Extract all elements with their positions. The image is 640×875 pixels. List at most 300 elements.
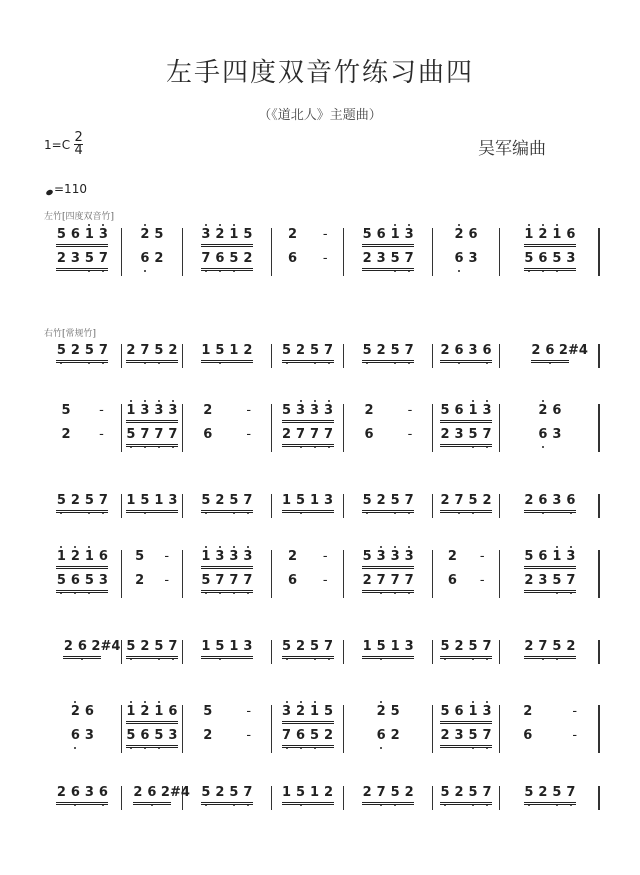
note: 5 [552,573,562,588]
note: 3 [310,403,320,418]
note: 3 [282,704,292,719]
measure [183,640,272,664]
note: 2 [61,427,71,442]
system-end-barline [598,705,600,753]
note: 7 [454,493,464,508]
note: 1 [154,493,164,508]
measure [183,344,272,368]
note: 6 [454,251,464,266]
note: 5 [524,785,534,800]
measure [500,344,600,368]
note: 2 [133,785,143,800]
note: 3 [140,403,150,418]
note: 2 [215,227,225,242]
note: 5 [310,728,320,743]
note: 6 [70,728,80,743]
beam-group [140,252,164,268]
note: 3 [552,493,562,508]
note: 3 [98,573,108,588]
note: 2 [362,785,372,800]
note: 6 [288,573,298,588]
note: 2 [288,227,298,242]
note: 5 [154,728,164,743]
beam-group [126,640,178,657]
measure [433,404,500,428]
measure [122,252,183,276]
note: 2 [454,227,464,242]
left-part-label: 左竹[四度双音竹] [44,212,115,222]
note: 6 [447,573,457,588]
extension-dash: - [322,227,328,242]
note: 3 [70,251,80,266]
measure [272,786,344,810]
beam-group [282,404,334,421]
note: 6 [98,785,108,800]
note: 7 [168,639,178,654]
measure [433,705,500,729]
note: 5 [84,573,94,588]
note: 2 [56,251,66,266]
score-system [44,228,600,276]
beam-group [201,574,253,591]
note: 5 [440,704,450,719]
note: 6 [482,343,492,358]
beam-group [524,574,576,591]
note: 3 [404,639,414,654]
measure [433,729,500,753]
measure [272,494,344,518]
note: 1 [390,227,400,242]
note: 3 [84,728,94,743]
measure [122,550,183,574]
note: 3 [243,549,253,564]
beam-group [63,639,121,657]
beam-group [362,640,414,657]
note: 6 [70,785,80,800]
note: 6 [552,403,562,418]
note: 6 [288,251,298,266]
note: 3 [154,403,164,418]
note: 3 [376,549,386,564]
measure [344,228,433,252]
measure [122,785,190,810]
note: 1 [362,639,372,654]
score-row-upper [44,494,600,518]
note: 5 [390,251,400,266]
note: 5 [362,227,372,242]
beam-group [454,252,478,268]
note: 3 [98,227,108,242]
note: 2 [296,704,306,719]
score-row-upper [44,228,600,252]
measure [433,550,500,574]
measure [44,494,122,518]
beam-group [126,404,178,421]
note: 7 [566,785,576,800]
beam-group [524,228,576,245]
note: 5 [390,343,400,358]
extension-dash: - [479,573,485,588]
note: 1 [310,704,320,719]
note: 1 [154,704,164,719]
measure [500,705,600,729]
note: 3 [404,227,414,242]
note: 7 [98,493,108,508]
note: 2 [440,343,450,358]
beam-group [362,550,414,567]
beam-group [454,228,478,244]
measure [122,640,183,664]
note: 2#4 [91,639,121,654]
note: 1 [552,549,562,564]
measure [183,404,272,428]
note: 1 [390,639,400,654]
system-end-barline [598,494,600,518]
note: 3 [390,549,400,564]
beam-group [440,786,492,803]
measure [122,494,183,518]
note: 2 [126,343,136,358]
note: 6 [364,427,374,442]
note: 1 [552,227,562,242]
system-end-barline [598,786,600,810]
note: 5 [84,493,94,508]
note: 2 [215,785,225,800]
tempo-marking [46,182,87,196]
note: 7 [243,785,253,800]
note: 5 [140,493,150,508]
note: 5 [552,251,562,266]
note: 2 [154,251,164,266]
note: 5 [524,549,534,564]
note: 2 [531,343,541,358]
measure [500,640,600,664]
note: 7 [229,573,239,588]
extension-dash: - [572,728,578,743]
score-row-upper [44,550,600,574]
note: 1 [201,549,211,564]
extension-dash: - [246,704,252,719]
note: 1 [84,227,94,242]
note: 2 [362,573,372,588]
note: 1 [126,493,136,508]
note: 7 [140,343,150,358]
note: 6 [538,427,548,442]
note: 1 [468,704,478,719]
note: 7 [404,493,414,508]
measure [44,344,122,368]
note: 7 [215,573,225,588]
note: 2 [440,728,450,743]
note: 3 [566,251,576,266]
note: 2 [523,704,533,719]
note: 2 [168,343,178,358]
measure [500,228,600,252]
measure [500,786,600,810]
score-system [44,344,600,368]
score-system [44,404,600,452]
note: 5 [440,403,450,418]
note: 7 [482,427,492,442]
note: 5 [84,251,94,266]
note: 5 [552,785,562,800]
measure [344,404,433,428]
measure [433,574,500,598]
measure [44,640,122,664]
beam-group [56,252,108,269]
note: 2 [538,227,548,242]
note: 7 [154,427,164,442]
note: 6 [454,343,464,358]
note: 1 [310,493,320,508]
beam-group [362,228,414,245]
note: 2 [288,549,298,564]
note: 3 [376,251,386,266]
measure [500,252,600,276]
note: 5 [154,343,164,358]
note: 7 [324,343,334,358]
note: 6 [545,343,555,358]
note: 6 [538,549,548,564]
note: 2 [454,785,464,800]
system-end-barline [598,640,600,664]
beam-group [133,785,190,803]
note: 5 [468,639,478,654]
score-system [44,640,600,664]
note: 5 [468,785,478,800]
note: 5 [310,343,320,358]
note: 5 [362,343,372,358]
note: 7 [482,639,492,654]
note: 2 [364,403,374,418]
note: 2 [215,493,225,508]
note: 2 [203,728,213,743]
note: 5 [362,493,372,508]
measure [183,252,272,276]
measure [183,729,272,753]
beam-group [140,228,164,244]
measure [183,574,272,598]
note: 6 [454,403,464,418]
tempo-text: =110 [54,182,87,196]
score-row-lower [44,252,600,276]
note: 2 [440,427,450,442]
note: 1 [56,549,66,564]
score-system [44,494,600,518]
measure [183,494,272,518]
key-signature [44,132,83,157]
note: 7 [376,573,386,588]
note: 6 [566,227,576,242]
note: 5 [390,704,400,719]
note: 5 [135,549,145,564]
system-end-barline [598,404,600,452]
beam-group [201,786,253,803]
measure [433,344,500,368]
measure [183,428,272,452]
beam-group [70,705,94,721]
note: 2 [404,785,414,800]
note: 7 [324,639,334,654]
beam-group [201,494,253,511]
note: 6 [566,493,576,508]
note: 3 [404,549,414,564]
beam-group [201,344,253,361]
note: 7 [538,639,548,654]
right-part-label: 右竹[常规竹] [44,329,97,339]
measure [44,729,122,753]
beam-group [524,252,576,269]
note: 6 [296,728,306,743]
note: 3 [168,493,178,508]
note: 5 [61,403,71,418]
measure [44,550,122,574]
note: 5 [390,493,400,508]
note: 5 [243,227,253,242]
note: 5 [56,343,66,358]
note: 6 [203,427,213,442]
score-row-lower [44,428,600,452]
measure [272,344,344,368]
beam-group [524,550,576,567]
note: 6 [140,728,150,743]
note: 3 [468,343,478,358]
measure [44,574,122,598]
note: 2 [362,251,372,266]
extension-dash: - [572,704,578,719]
note: 2 [135,573,145,588]
note: 5 [440,785,450,800]
score-row-upper [44,344,600,368]
note: 5 [126,728,136,743]
note: 7 [404,573,414,588]
note: 2 [140,227,150,242]
note: 3 [482,704,492,719]
note: 7 [404,343,414,358]
note: 2 [282,427,292,442]
measure [272,252,344,276]
measure [44,428,122,452]
note: 5 [84,343,94,358]
note: 5 [215,343,225,358]
measure [122,228,183,252]
note: 1 [229,639,239,654]
beam-group [538,404,562,420]
note: 5 [282,639,292,654]
note: 2 [203,403,213,418]
measure [500,428,600,452]
beam-group [56,786,108,803]
note: 7 [140,427,150,442]
note: 2 [140,704,150,719]
note: 2 [482,493,492,508]
note: 3 [324,493,334,508]
beam-group [531,343,588,361]
note: 3 [229,549,239,564]
note: 2 [524,639,534,654]
measure [344,640,433,664]
measure [272,404,344,428]
extension-dash: - [99,427,104,442]
measure [44,786,122,810]
measure [122,344,183,368]
note: 5 [282,343,292,358]
beam-group [56,344,108,361]
extension-dash: - [246,728,252,743]
measure [122,705,183,729]
note: 5 [126,427,136,442]
note: 2 [296,343,306,358]
extension-dash: - [407,427,413,442]
system-end-barline [598,228,600,276]
note: 1 [229,343,239,358]
note: 6 [98,549,108,564]
note: 5 [126,639,136,654]
note: 5 [468,427,478,442]
measure [272,574,344,598]
beam-group [56,494,108,511]
note: 2 [243,343,253,358]
beam-group [70,729,94,745]
note: 2 [70,704,80,719]
page-title: 左手四度双音竹练习曲四 [165,58,474,88]
note: 1 [126,704,136,719]
measure [500,404,600,428]
note: 7 [168,427,178,442]
beam-group [282,344,334,361]
note: 3 [454,427,464,442]
note: 3 [168,403,178,418]
note: 5 [229,493,239,508]
measure [433,252,500,276]
note: 5 [468,493,478,508]
note: 2 [56,785,66,800]
beam-group [126,729,178,746]
note: 5 [552,639,562,654]
note: 2 [376,493,386,508]
note: 6 [538,493,548,508]
note: 1 [201,639,211,654]
measure [44,404,122,428]
score-row-upper [44,640,600,664]
system-end-barline [598,550,600,598]
measure [44,252,122,276]
note: 7 [482,728,492,743]
note: 3 [468,251,478,266]
measure [500,494,600,518]
extension-dash: - [322,549,328,564]
note: 2 [566,639,576,654]
note: 1 [126,403,136,418]
note: 3 [201,227,211,242]
beam-group [440,640,492,657]
beam-group [440,428,492,445]
note: 2 [70,493,80,508]
beam-group [201,228,253,245]
note: 3 [482,403,492,418]
beam-group [126,494,178,511]
note: 6 [70,573,80,588]
time-bottom: 4 [74,143,83,158]
time-signature [74,132,83,157]
note: 7 [282,728,292,743]
measure [44,228,122,252]
measure [433,786,500,810]
measure [433,228,500,252]
note: 6 [538,251,548,266]
measure [344,344,433,368]
beam-group [524,494,576,511]
